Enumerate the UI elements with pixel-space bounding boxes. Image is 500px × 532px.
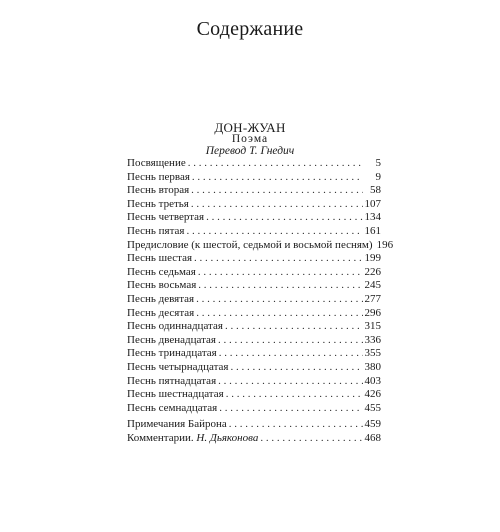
toc-item-page: 134 [364, 211, 381, 224]
toc-item-label: Комментарии. [127, 431, 197, 444]
toc-item-page: 468 [364, 431, 381, 444]
toc-item [127, 198, 381, 212]
toc-item [127, 361, 381, 375]
toc-item-label: Песнь третья [127, 197, 189, 210]
toc-leader-dots [186, 225, 362, 239]
toc-item [127, 432, 381, 446]
toc-item-page: 315 [364, 320, 381, 333]
toc-item-page: 5 [375, 157, 381, 169]
toc-leader-dots [188, 157, 363, 171]
toc-item-label: Песнь вторая [127, 184, 190, 197]
toc-item [127, 238, 394, 253]
toc-leader-dots [225, 320, 363, 334]
toc-item-label: Предисловие (к шестой, седьмой и восьмой песням) [127, 238, 373, 251]
toc-item [127, 225, 381, 239]
toc-leader-dots [218, 334, 363, 348]
toc-item [127, 252, 381, 266]
page-title: Содержание [196, 18, 304, 40]
toc-item-page: 196 [376, 238, 394, 251]
toc-item-label: Посвящение [127, 157, 186, 169]
toc-leader-dots [218, 375, 362, 389]
toc-leader-dots [194, 252, 362, 266]
toc-leader-dots [206, 211, 362, 225]
work-translator: Перевод Т. Гнедич [205, 145, 295, 157]
toc-item-label: Песнь четырнадцатая [127, 360, 229, 373]
toc-item-page: 296 [364, 306, 381, 319]
toc-item [127, 266, 381, 280]
toc-leader-dots [191, 184, 363, 198]
toc-item [127, 293, 381, 307]
work-subtitle: Поэма [231, 133, 269, 145]
toc-item-label: Песнь десятая [127, 306, 195, 319]
toc-item-author: Н. Дьяконова [196, 431, 259, 444]
toc-leader-dots [198, 266, 363, 280]
toc-item [127, 320, 381, 334]
toc-leader-dots [191, 198, 363, 212]
toc-leader-dots [219, 347, 363, 361]
toc-item [127, 388, 381, 402]
toc-item-label: Песнь девятая [127, 292, 195, 305]
toc-item [127, 157, 381, 171]
toc-item [127, 307, 381, 321]
toc-item-page: 380 [364, 360, 381, 373]
toc-item-page: 245 [364, 279, 381, 292]
work-title: ДОН-ЖУАН [214, 120, 286, 135]
toc-item-page: 355 [364, 347, 381, 360]
toc-item-label: Песнь пятая [127, 224, 185, 237]
toc-item-label-group [127, 432, 258, 446]
toc-leader-dots [260, 432, 362, 446]
toc-item-label: Песнь седьмая [127, 265, 196, 278]
toc-item-label: Песнь одиннадцатая [127, 320, 223, 333]
toc-item-page: 58 [370, 184, 381, 197]
toc-item-page: 277 [364, 292, 381, 305]
toc-leader-dots [196, 307, 362, 321]
toc-list [127, 157, 394, 415]
toc-item-page: 199 [364, 252, 381, 265]
toc-item-page: 9 [375, 170, 381, 183]
toc-item-page: 107 [364, 197, 381, 210]
toc-item-page: 459 [364, 418, 381, 430]
toc-item [127, 418, 381, 432]
toc-leader-dots [226, 388, 363, 402]
toc-item-label: Песнь семнадцатая [127, 401, 218, 414]
toc-leader-dots [192, 171, 363, 185]
toc-item [127, 402, 381, 416]
toc-item [127, 211, 381, 225]
toc-item [127, 279, 381, 293]
toc-item-label: Примечания Байрона [127, 418, 227, 430]
toc-item [127, 184, 381, 198]
toc-item-page: 455 [364, 401, 381, 414]
toc-item-page: 403 [364, 374, 381, 387]
toc-item-label: Песнь восьмая [127, 279, 197, 292]
toc-item [127, 375, 381, 389]
toc-item-label: Песнь первая [127, 170, 190, 183]
toc-item-label: Песнь четвертая [127, 211, 205, 224]
toc-leader-dots [198, 279, 362, 293]
toc-item [127, 171, 381, 185]
toc-item-page: 426 [364, 388, 381, 401]
toc-item [127, 334, 381, 348]
toc-item-page: 226 [364, 265, 381, 278]
toc-leader-dots [230, 361, 362, 375]
toc-item-page: 161 [364, 224, 381, 237]
toc-item-page: 336 [364, 333, 381, 346]
toc-item-label: Песнь шестнадцатая [127, 388, 224, 401]
toc-leader-dots [219, 402, 362, 416]
toc-item-label: Песнь пятнадцатая [127, 374, 217, 387]
toc-item [127, 347, 381, 361]
toc-appendix-list [127, 418, 381, 445]
toc-leader-dots [229, 418, 363, 432]
toc-item-label: Песнь тринадцатая [127, 347, 217, 360]
toc-item-label: Песнь двенадцатая [127, 333, 216, 346]
toc-item-label: Песнь шестая [127, 252, 193, 265]
toc-leader-dots [196, 293, 362, 307]
